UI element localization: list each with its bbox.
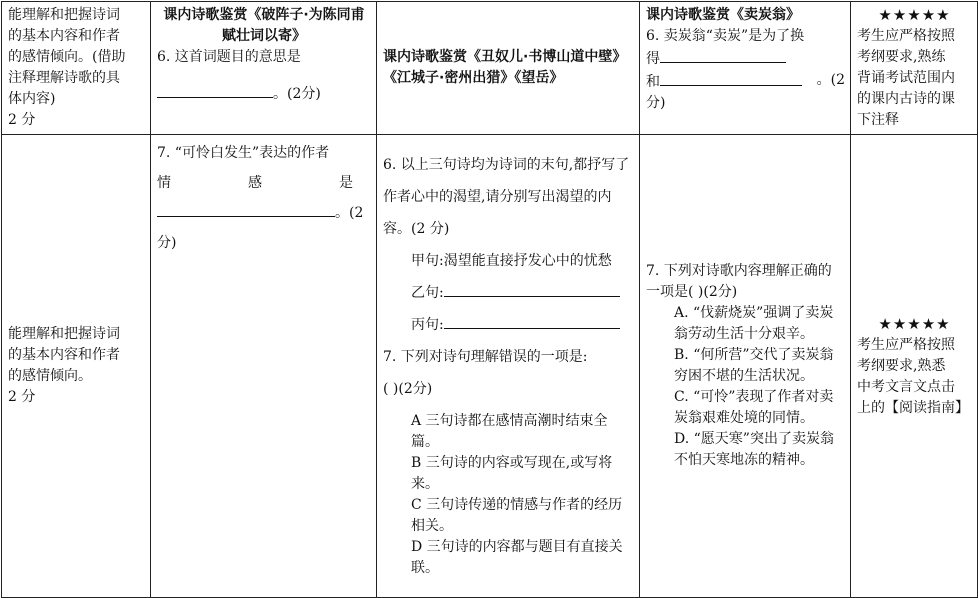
poem-question-cell — [377, 135, 640, 598]
question-text: 7. 下列对诗歌内容理解正确的一项是( )(2分) — [646, 263, 832, 300]
answer-line: 甲句:渴望能直接抒发心中的忧愁 — [411, 253, 612, 269]
note-cell — [851, 2, 978, 135]
answer-blank[interactable] — [157, 201, 335, 217]
answer-blank[interactable] — [660, 70, 802, 86]
note-line: 考生应严格按照 — [857, 28, 955, 44]
poem-question-cell — [640, 135, 851, 598]
table-row — [2, 135, 978, 598]
answer-blank[interactable] — [157, 82, 273, 98]
answer-blank[interactable] — [444, 281, 620, 297]
score-text: 分) — [646, 95, 666, 111]
requirement-line: 体内容) — [8, 91, 56, 107]
star-rating-icon: ★★★★★ — [878, 314, 951, 333]
answer-blank[interactable] — [444, 313, 620, 329]
note-line: 考生应严格按照 — [857, 336, 955, 353]
note-line: 背诵考试范围内 — [857, 70, 955, 86]
poem-question-cell — [151, 135, 377, 598]
note-line: 考纲要求,熟练 — [857, 49, 946, 65]
question-text: 6. 这首词题目的意思是 — [157, 49, 301, 65]
requirement-line: 的感情倾向。(借助 — [8, 49, 126, 65]
score-text: 2 分 — [8, 112, 36, 128]
score-text: 。(2 — [335, 205, 364, 221]
question-text: 和 — [646, 74, 660, 90]
requirement-cell — [2, 2, 151, 135]
star-rating-icon: ★★★★★ — [878, 6, 951, 24]
question-text: 6. 卖炭翁“卖炭”是为了换 — [646, 28, 805, 44]
score-text: 2 分 — [8, 389, 36, 405]
note-line: 的课内古诗的课 — [857, 91, 955, 107]
question-text: 得 — [646, 51, 660, 67]
option-text: C 三句诗传递的情感与作者的经历相关。 — [411, 497, 623, 534]
option-text: D. “愿天寒”突出了卖炭翁不怕天寒地冻的精神。 — [674, 431, 834, 468]
table-row — [2, 2, 978, 135]
question-text: 7. 下列对诗句理解错误的一项是: — [383, 349, 588, 365]
note-line: 中考文言文点击 — [857, 378, 955, 395]
question-text: 是 — [339, 175, 353, 191]
score-text: 。(2 — [816, 72, 845, 88]
answer-label: 丙句: — [411, 317, 444, 333]
answer-label: 乙句: — [411, 285, 444, 301]
requirement-line: 注释理解诗歌的具 — [8, 70, 120, 86]
requirement-line: 能理解和把握诗词 — [8, 326, 120, 342]
section-title: 课内诗歌鉴赏《丑奴儿·书博山道中壁》《江城子·密州出猎》《望岳》 — [383, 49, 627, 86]
question-text: 7. “可怜白发生”表达的作者 — [157, 145, 330, 161]
requirement-cell — [2, 135, 151, 598]
score-text: 分) — [157, 235, 177, 251]
requirement-line: 能理解和把握诗词 — [8, 7, 120, 23]
exam-spec-table — [1, 1, 978, 598]
section-title: 课内诗歌鉴赏《破阵子·为陈同甫赋壮词以寄》 — [163, 7, 365, 44]
requirement-line: 的基本内容和作者 — [8, 28, 120, 44]
note-line: 下注释 — [857, 112, 899, 128]
requirement-line: 的基本内容和作者 — [8, 347, 120, 363]
option-text: A 三句诗都在感情高潮时结束全篇。 — [411, 413, 608, 450]
score-text: ( )(2分) — [383, 381, 433, 397]
option-text: A. “伐薪烧炭”强调了卖炭翁劳动生活十分艰辛。 — [674, 305, 834, 342]
question-text: 感 — [248, 175, 262, 191]
option-text: B 三句诗的内容或写现在,或写将来。 — [411, 455, 613, 492]
score-text: 。(2分) — [273, 86, 321, 102]
poem-question-cell — [151, 2, 377, 135]
requirement-line: 的感情倾向。 — [8, 368, 92, 384]
option-text: D 三句诗的内容都与题目有直接关联。 — [411, 539, 623, 576]
option-text: C. “可怜”表现了作者对卖炭翁艰难处境的同情。 — [674, 389, 834, 426]
question-text: 6. 以上三句诗均为诗词的末句,都抒写了作者心中的渴望,请分别写出渴望的内容。(2 分) — [383, 157, 630, 237]
note-cell — [851, 135, 978, 598]
note-line: 考纲要求,熟悉 — [857, 357, 946, 374]
question-text: 情 — [157, 175, 171, 191]
poem-question-cell — [377, 2, 640, 135]
section-title: 课内诗歌鉴赏《卖炭翁》 — [646, 7, 800, 23]
answer-blank[interactable] — [660, 47, 786, 63]
option-text: B. “何所营”交代了卖炭翁穷困不堪的生活状况。 — [674, 347, 834, 384]
note-line: 上的【阅读指南】 — [857, 399, 969, 416]
poem-question-cell — [640, 2, 851, 135]
